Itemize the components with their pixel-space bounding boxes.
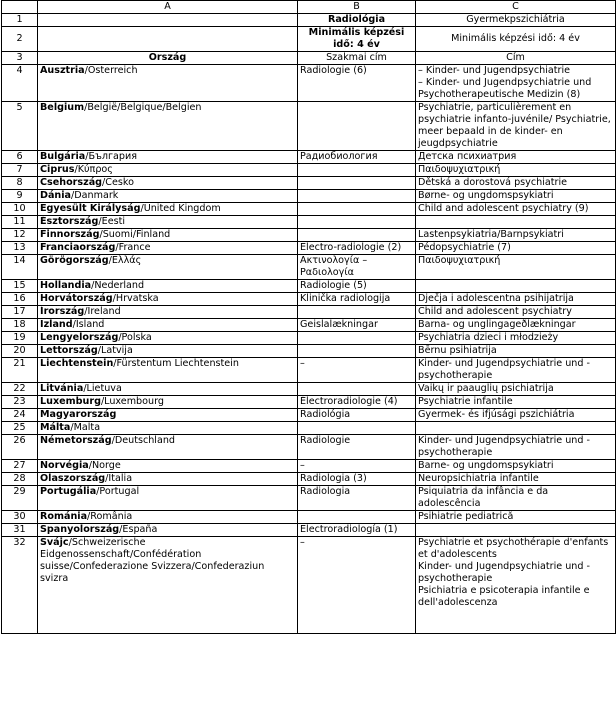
child-psychiatry-title-cell[interactable]: Psychiatria dzieci i młodzieży <box>416 332 616 345</box>
country-cell[interactable] <box>38 486 298 511</box>
radiology-title-cell[interactable]: Ακτινολογία – Ραδιολογία <box>298 255 416 280</box>
cell-a[interactable] <box>38 27 298 52</box>
table-row <box>2 460 616 473</box>
cell-c[interactable]: Minimális képzési idő: 4 év <box>416 27 616 52</box>
country-cell[interactable] <box>38 151 298 164</box>
row-number: 2 <box>2 27 38 52</box>
country-name-hu: Lengyelország <box>40 332 119 343</box>
row-number: 29 <box>2 486 38 511</box>
radiology-title-cell[interactable]: Radiológia <box>298 409 416 422</box>
child-psychiatry-title-cell[interactable]: Børne- og ungdomspsykiatri <box>416 190 616 203</box>
table-row <box>2 332 616 345</box>
country-name-hu: Ciprus <box>40 164 75 175</box>
table-row <box>2 242 616 255</box>
radiology-title-cell[interactable]: Klinička radiologija <box>298 293 416 306</box>
country-name-hu: Lettország <box>40 345 98 356</box>
country-cell[interactable] <box>38 396 298 409</box>
country-cell[interactable] <box>38 345 298 358</box>
country-name-native: /Polska <box>118 332 152 343</box>
country-cell[interactable] <box>38 164 298 177</box>
table-row <box>2 306 616 319</box>
country-name-native: /Portugal <box>96 486 140 497</box>
country-name-native: /Ireland <box>84 306 121 317</box>
country-name-native: /Fürstentum Liechtenstein <box>113 358 239 369</box>
country-name-hu: Egyesült Királyság <box>40 203 141 214</box>
child-psychiatry-title-cell[interactable]: Gyermek- és ifjúsági pszichiátria <box>416 409 616 422</box>
row-number: 28 <box>2 473 38 486</box>
table-row <box>2 151 616 164</box>
row-number: 6 <box>2 151 38 164</box>
country-cell[interactable] <box>38 190 298 203</box>
child-psychiatry-title-cell[interactable]: Bērnu psihiatrija <box>416 345 616 358</box>
row-number: 24 <box>2 409 38 422</box>
row-number: 1 <box>2 14 38 27</box>
column-header-row <box>2 1 616 14</box>
child-psychiatry-title-cell[interactable]: Psychiatrie, particulièrement en psychiatrie infanto-juvénile/ Psychiatrie, meer bepaald in de kinder- en jeugdpsychiatrie <box>416 102 616 151</box>
table-row <box>2 203 616 216</box>
table-row <box>2 511 616 524</box>
country-cell[interactable] <box>38 524 298 537</box>
radiology-title-cell[interactable] <box>298 229 416 242</box>
row-number: 5 <box>2 102 38 151</box>
country-name-hu: Norvégia <box>40 460 89 471</box>
column-header-c[interactable]: C <box>416 1 616 14</box>
country-name-hu: Svájc <box>40 537 69 548</box>
country-name-hu: Portugália <box>40 486 97 497</box>
table-row <box>2 422 616 435</box>
country-name-native: /България <box>85 151 138 162</box>
row-number: 3 <box>2 52 38 65</box>
row-number: 20 <box>2 345 38 358</box>
table-row <box>2 486 616 511</box>
child-psychiatry-title-cell[interactable]: Child and adolescent psychiatry (9) <box>416 203 616 216</box>
country-cell[interactable] <box>38 280 298 293</box>
radiology-title-cell[interactable]: Радиобиология <box>298 151 416 164</box>
country-name-hu: Spanyolország <box>40 524 120 535</box>
row-number: 19 <box>2 332 38 345</box>
row-number: 15 <box>2 280 38 293</box>
radiology-title-cell[interactable]: Electro-radiologie (2) <box>298 242 416 255</box>
child-psychiatry-title-cell[interactable]: Barne- og ungdomspsykiatri <box>416 460 616 473</box>
country-name-native: /Österreich <box>84 65 138 76</box>
country-cell[interactable] <box>38 435 298 460</box>
row-number: 18 <box>2 319 38 332</box>
column-header-b[interactable]: B <box>298 1 416 14</box>
country-name-native: /España <box>119 524 158 535</box>
radiology-title-cell[interactable]: Radiologie <box>298 435 416 460</box>
country-name-hu: Észtország <box>40 216 99 227</box>
child-psychiatry-title-cell[interactable]: Child and adolescent psychiatry <box>416 306 616 319</box>
row-number: 32 <box>2 537 38 634</box>
child-psychiatry-title-cell[interactable]: Kinder- und Jugendpsychiatrie und -psychotherapie <box>416 358 616 383</box>
radiology-title-cell[interactable] <box>298 164 416 177</box>
country-name-hu: Franciaország <box>40 242 116 253</box>
child-psychiatry-title-cell[interactable]: – Kinder- und Jugendpsychiatrie – Kinder- und Jugendpsychiatrie und Psychotherapeutische Medizin (8) <box>416 65 616 102</box>
country-name-hu: Olaszország <box>40 473 106 484</box>
country-cell[interactable] <box>38 332 298 345</box>
radiology-title-cell[interactable] <box>298 306 416 319</box>
country-cell[interactable] <box>38 383 298 396</box>
table-row <box>2 396 616 409</box>
country-name-native: /Ísland <box>72 319 105 330</box>
country-cell[interactable] <box>38 409 298 422</box>
child-psychiatry-title-cell[interactable]: Barna- og unglingageðlækningar <box>416 319 616 332</box>
country-name-hu: Litvánia <box>40 383 84 394</box>
table-row <box>2 524 616 537</box>
table-row <box>2 280 616 293</box>
table-body <box>2 1 616 634</box>
radiology-title-cell[interactable]: – <box>298 537 416 634</box>
radiology-title-cell[interactable] <box>298 203 416 216</box>
row-number: 25 <box>2 422 38 435</box>
table-row <box>2 435 616 460</box>
country-name-native: /Hrvatska <box>112 293 159 304</box>
cell-b[interactable]: Minimális képzési idő: 4 év <box>298 27 416 52</box>
table-row <box>2 345 616 358</box>
row-number: 12 <box>2 229 38 242</box>
country-name-native: /Lietuva <box>83 383 122 394</box>
row-number: 16 <box>2 293 38 306</box>
country-cell[interactable] <box>38 229 298 242</box>
country-cell[interactable] <box>38 511 298 524</box>
country-name-native: /Malta <box>70 422 101 433</box>
country-name-hu: Izland <box>40 319 73 330</box>
country-cell[interactable] <box>38 242 298 255</box>
child-psychiatry-title-cell[interactable]: Детска психиатрия <box>416 151 616 164</box>
radiology-title-cell[interactable] <box>298 345 416 358</box>
row-number: 21 <box>2 358 38 383</box>
table-row <box>2 473 616 486</box>
country-name-hu: Hollandia <box>40 280 92 291</box>
header-row-2 <box>2 27 616 52</box>
cell-c[interactable]: Cím <box>416 52 616 65</box>
country-name-hu: Dánia <box>40 190 72 201</box>
child-psychiatry-title-cell[interactable]: Vaikų ir paauglių psichiatrija <box>416 383 616 396</box>
country-name-native: /United Kingdom <box>140 203 221 214</box>
country-name-hu: Bulgária <box>40 151 86 162</box>
country-cell[interactable] <box>38 102 298 151</box>
country-cell[interactable] <box>38 293 298 306</box>
child-psychiatry-title-cell[interactable]: Παιδοψυχιατρική <box>416 255 616 280</box>
country-cell[interactable] <box>38 203 298 216</box>
radiology-title-cell[interactable]: – <box>298 358 416 383</box>
row-number: 7 <box>2 164 38 177</box>
table-row <box>2 383 616 396</box>
spreadsheet-table <box>1 0 616 634</box>
country-name-native: /België/Belgique/Belgien <box>84 102 202 113</box>
radiology-title-cell[interactable]: Électroradiologie (4) <box>298 396 416 409</box>
radiology-title-cell[interactable]: Radiologia <box>298 486 416 511</box>
header-row-3 <box>2 52 616 65</box>
country-name-hu: Luxemburg <box>40 396 101 407</box>
table-row <box>2 537 616 634</box>
header-row-1 <box>2 14 616 27</box>
child-psychiatry-title-cell[interactable]: Psiquiatria da infância e da adolescência <box>416 486 616 511</box>
radiology-title-cell[interactable] <box>298 216 416 229</box>
table-row <box>2 177 616 190</box>
country-cell[interactable] <box>38 216 298 229</box>
country-name-native: /Κύπρος <box>74 164 113 175</box>
row-number: 13 <box>2 242 38 255</box>
country-name-native: /Suomi/Finland <box>99 229 171 240</box>
row-number: 30 <box>2 511 38 524</box>
country-cell[interactable] <box>38 319 298 332</box>
country-name-hu: Magyarország <box>40 409 117 420</box>
table-row <box>2 102 616 151</box>
country-name-hu: Írország <box>40 306 85 317</box>
child-psychiatry-title-cell[interactable] <box>416 280 616 293</box>
table-row <box>2 319 616 332</box>
country-name-native: /Deutschland <box>111 435 176 446</box>
child-psychiatry-title-cell[interactable]: Psychiatrie et psychothérapie d'enfants et d'adolescents Kinder- und Jugendpsychiatrie und -psychotherapie Psichiatria e psicoterapia infantile e dell'adolescenza <box>416 537 616 634</box>
row-number: 10 <box>2 203 38 216</box>
country-name-native: /Italia <box>105 473 133 484</box>
child-psychiatry-title-cell[interactable]: Παιδοψυχιατρική <box>416 164 616 177</box>
table-row <box>2 293 616 306</box>
child-psychiatry-title-cell[interactable] <box>416 524 616 537</box>
cell-a[interactable] <box>38 14 298 27</box>
table-row <box>2 164 616 177</box>
table-row <box>2 255 616 280</box>
radiology-title-cell[interactable] <box>298 102 416 151</box>
country-cell[interactable] <box>38 306 298 319</box>
cell-a[interactable]: Ország <box>38 52 298 65</box>
country-name-hu: Horvátország <box>40 293 113 304</box>
country-name-native: /Norge <box>88 460 121 471</box>
radiology-title-cell[interactable] <box>298 177 416 190</box>
table-row <box>2 229 616 242</box>
country-name-hu: Liechtenstein <box>40 358 114 369</box>
country-name-hu: Görögország <box>40 255 109 266</box>
table-row <box>2 358 616 383</box>
country-cell[interactable] <box>38 460 298 473</box>
cell-b[interactable]: Radiológia <box>298 14 416 27</box>
cell-b[interactable]: Szakmai cím <box>298 52 416 65</box>
row-number: 23 <box>2 396 38 409</box>
country-cell[interactable] <box>38 65 298 102</box>
row-number: 8 <box>2 177 38 190</box>
row-number: 4 <box>2 65 38 102</box>
child-psychiatry-title-cell[interactable]: Dětská a dorostová psychiatrie <box>416 177 616 190</box>
corner-cell[interactable] <box>2 1 38 14</box>
country-name-hu: Csehország <box>40 177 103 188</box>
child-psychiatry-title-cell[interactable]: Psihiatrie pediatrică <box>416 511 616 524</box>
country-name-native: /Nederland <box>91 280 145 291</box>
country-name-native: /Schweizerische Eidgenossenschaft/Confédération suisse/Confederazione Svizzera/Confederaziun svizra <box>40 537 265 584</box>
column-header-a[interactable]: A <box>38 1 298 14</box>
table-row <box>2 190 616 203</box>
table-row <box>2 65 616 102</box>
row-number: 11 <box>2 216 38 229</box>
radiology-title-cell[interactable] <box>298 511 416 524</box>
country-name-hu: Finnország <box>40 229 100 240</box>
country-cell[interactable] <box>38 422 298 435</box>
row-number: 9 <box>2 190 38 203</box>
country-name-hu: Ausztria <box>40 65 85 76</box>
row-number: 26 <box>2 435 38 460</box>
radiology-title-cell[interactable]: Radiologie (6) <box>298 65 416 102</box>
child-psychiatry-title-cell[interactable]: Kinder- und Jugendpsychiatrie und -psychotherapie <box>416 435 616 460</box>
radiology-title-cell[interactable]: – <box>298 460 416 473</box>
row-number: 31 <box>2 524 38 537</box>
country-name-native: /România <box>87 511 133 522</box>
radiology-title-cell[interactable]: Radiologia (3) <box>298 473 416 486</box>
country-name-native: /Ελλάς <box>108 255 142 266</box>
country-name-hu: Belgium <box>40 102 85 113</box>
country-name-hu: Németország <box>40 435 112 446</box>
country-name-native: /Eesti <box>98 216 126 227</box>
row-number: 27 <box>2 460 38 473</box>
radiology-title-cell[interactable]: Radiologie (5) <box>298 280 416 293</box>
row-number: 17 <box>2 306 38 319</box>
row-number: 22 <box>2 383 38 396</box>
radiology-title-cell[interactable] <box>298 332 416 345</box>
country-name-native: /France <box>115 242 151 253</box>
country-cell[interactable] <box>38 358 298 383</box>
country-name-native: /Danmark <box>71 190 119 201</box>
country-name-hu: Románia <box>40 511 88 522</box>
child-psychiatry-title-cell[interactable]: Lastenpsykiatria/Barnpsykiatri <box>416 229 616 242</box>
radiology-title-cell[interactable]: Geislalækningar <box>298 319 416 332</box>
country-cell[interactable] <box>38 537 298 634</box>
country-name-native: /Latvija <box>97 345 133 356</box>
child-psychiatry-title-cell[interactable]: Pédopsychiatrie (7) <box>416 242 616 255</box>
child-psychiatry-title-cell[interactable]: Psychiatrie infantile <box>416 396 616 409</box>
table-row <box>2 216 616 229</box>
country-cell[interactable] <box>38 473 298 486</box>
country-cell[interactable] <box>38 255 298 280</box>
country-name-native: /Luxembourg <box>100 396 164 407</box>
radiology-title-cell[interactable]: Electroradiología (1) <box>298 524 416 537</box>
cell-c[interactable]: Gyermekpszichiátria <box>416 14 616 27</box>
child-psychiatry-title-cell[interactable]: Neuropsichiatria infantile <box>416 473 616 486</box>
table-row <box>2 409 616 422</box>
country-cell[interactable] <box>38 177 298 190</box>
radiology-title-cell[interactable] <box>298 190 416 203</box>
radiology-title-cell[interactable] <box>298 383 416 396</box>
country-name-hu: Málta <box>40 422 71 433</box>
child-psychiatry-title-cell[interactable] <box>416 422 616 435</box>
child-psychiatry-title-cell[interactable] <box>416 216 616 229</box>
row-number: 14 <box>2 255 38 280</box>
child-psychiatry-title-cell[interactable]: Dječja i adolescentna psihijatrija <box>416 293 616 306</box>
country-name-native: /Česko <box>102 177 134 188</box>
radiology-title-cell[interactable] <box>298 422 416 435</box>
